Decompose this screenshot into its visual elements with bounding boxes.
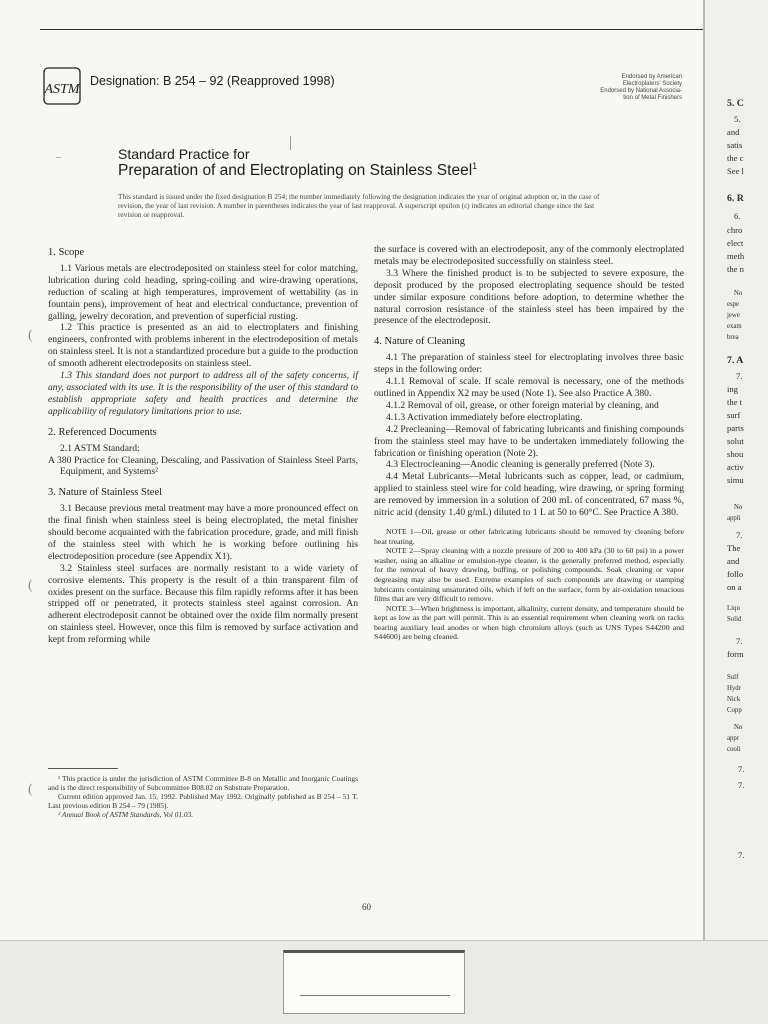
- paragraph-1-1: 1.1 Various metals are electrodeposited on stainless steel for color matching, lubrication during cold heading, spring-coiling and wire-drawing operations, reduction of scaling at high temperatures, improvement of wettability (as in fountain pens), improvement of heat and electrical conductance, prevention of galling, jewelry decoration, and prevention of superficial rusting.: [48, 262, 358, 322]
- right-column: [374, 244, 684, 642]
- astm-logo-icon: [42, 66, 82, 106]
- next-page-fragment: the t: [727, 397, 743, 407]
- next-page-fragment: 7.: [736, 636, 743, 646]
- note-2: NOTE 2—Spray cleaning with a nozzle pressure of 200 to 400 kPa (30 to 60 psi) in a power washer, using an alkaline or emulsion-type cleaner, is the generally preferred method, especially for the removal of heavy drawing, buffing, or polishing compounds. Soak cleaning or vapor degreasing may also be used. Extreme examples of such compounds are drawing or stamping lubricants containing unsaturated oils, which if left on the surface, form by air-oxidation tenacious films that are very difficult to remove.: [374, 546, 684, 604]
- next-page-fragment: meth: [727, 251, 745, 261]
- paragraph-1-3: 1.3 This standard does not purport to address all of the safety concerns, if any, associated with its use. It is the responsibility of the user of this standard to establish appropriate safety and health practices and determine the applicability of regulatory limitations prior to use.: [48, 370, 358, 417]
- next-page-fragment: 7. A: [727, 355, 744, 366]
- next-page-fragment: simu: [727, 475, 744, 485]
- logo-text: ASTM: [44, 82, 80, 97]
- paragraph-4-1-3: 4.1.3 Activation immediately before electroplating.: [386, 411, 583, 423]
- next-page-fragment: cooli: [727, 746, 741, 753]
- next-page-fragment: espe: [727, 301, 740, 308]
- next-page-fragment: and: [727, 556, 740, 566]
- title-line-1: Standard Practice for: [118, 146, 250, 162]
- next-page-fragment: 6.: [734, 211, 741, 221]
- endorsement-line: Endorsed by National Associa-: [600, 88, 682, 94]
- next-page-fragment: Sulf: [727, 674, 739, 681]
- next-page-fragment: No: [734, 290, 743, 297]
- note-1: NOTE 1—Oil, grease or other fabricating lubricants should be removed by cleaning before heat treating.: [374, 526, 684, 546]
- title-footnote-mark: 1: [472, 161, 478, 171]
- scan-bottom-tab-line: [300, 995, 450, 996]
- page-fold-edge: [703, 0, 705, 940]
- next-page-fragment: 6. R: [727, 193, 744, 204]
- footnotes: [48, 774, 358, 819]
- next-page-fragment: 7.: [736, 530, 743, 540]
- margin-bracket: (: [28, 782, 33, 797]
- endorsement-block: [560, 74, 682, 102]
- next-page-fragment: parts: [727, 423, 744, 433]
- left-column: [48, 247, 358, 646]
- next-page-fragment: ing: [727, 384, 738, 394]
- next-page-fragment: brea: [727, 334, 739, 341]
- page-title: [118, 161, 477, 180]
- next-page-fragment: 7.: [738, 850, 745, 860]
- next-page-fragment: 5. C: [727, 98, 744, 109]
- next-page-fragment: Solid: [727, 616, 742, 623]
- section-heading-referenced-documents: 2. Referenced Documents: [48, 426, 157, 438]
- footnote-2: ² Annual Book of ASTM Standards, Vol 01.03.: [58, 810, 194, 819]
- next-page-fragment: surf: [727, 410, 741, 420]
- next-page-fragment: and: [727, 127, 740, 137]
- paragraph-4-3: 4.3 Electrocleaning—Anodic cleaning is generally preferred (Note 3).: [386, 459, 655, 471]
- paragraph-3-2-continued: the surface is covered with an electrodeposit, any of the commonly electroplated metals may be electrodeposited successfully on stainless steel.: [374, 244, 684, 267]
- next-page-fragment: elect: [727, 238, 744, 248]
- reference-a380: A 380 Practice for Cleaning, Descaling, and Passivation of Stainless Steel Parts, Equipment, and Systems²: [48, 454, 358, 478]
- top-rule: [40, 29, 705, 30]
- next-page-fragment: Hydr: [727, 685, 741, 692]
- next-page-fragment: 5.: [734, 114, 741, 124]
- next-page-fragment: No: [734, 724, 743, 731]
- next-page-fragment: the c: [727, 153, 744, 163]
- next-page-fragment: appr: [727, 735, 740, 742]
- next-page-fragment: form: [727, 649, 744, 659]
- paragraph-3-3: 3.3 Where the finished product is to be subjected to severe exposure, the deposit produced by the proposed electroplating sequence should be tested under similar exposure conditions before adoption, to determine whether the natural corrosion resistance of the stainless steel has been impaired by the presence of the electrodeposit.: [374, 267, 684, 327]
- footnote-1-edition: Current edition approved Jan. 15, 1992. Published May 1992. Originally published as B 254 – 51 T. Last previous edition B 254 – 79 (1985).: [48, 792, 358, 810]
- section-heading-nature-of-cleaning: 4. Nature of Cleaning: [374, 336, 465, 348]
- footnote-1: ¹ This practice is under the jurisdiction of ASTM Committee B-8 on Metallic and Inorganic Coatings and is the direct responsibility of Subcommittee B08.02 on Substrate Preparation.: [48, 774, 358, 792]
- next-page-fragment: shou: [727, 449, 744, 459]
- margin-dash: –: [56, 152, 61, 163]
- margin-bracket: (: [28, 328, 33, 343]
- next-page-fragment: Copp: [727, 707, 742, 714]
- paragraph-4-4: 4.4 Metal Lubricants—Metal lubricants such as copper, lead, or cadmium, applied to stainless steel wire for cold heading, wire drawing, or spring forming are removed by immersion in a solution of 200 mL of concentrated, 67 mass %, nitric acid (density 1.40 g/mL) diluted to 1 L at 50 to 60°C. See Practice A 380.: [374, 471, 684, 519]
- note-3: NOTE 3—When brightness is important, alkalinity, current density, and temperature should be kept as low as the part will permit. This is an essential requirement when cleaning work on racks bearing auxiliary lead anodes or when high chromium alloys (such as UNS Types S44200 and S44600) are being cleaned.: [374, 603, 684, 642]
- next-page-fragment: exam: [727, 323, 742, 330]
- next-page-fragment: the n: [727, 264, 744, 274]
- endorsement-line: tion of Metal Finishers: [623, 95, 682, 101]
- paragraph-2-1: 2.1 ASTM Standard:: [60, 442, 140, 454]
- page-number: 60: [362, 902, 371, 912]
- next-page-fragment: Liqu: [727, 605, 740, 612]
- margin-tick: [290, 136, 291, 150]
- paragraph-4-1-1: 4.1.1 Removal of scale. If scale removal is necessary, one of the methods outlined in Appendix X2 may be used (Note 1). See also Practice A 380.: [374, 376, 684, 399]
- next-page-fragment: solut: [727, 436, 744, 446]
- section-heading-nature-of-stainless-steel: 3. Nature of Stainless Steel: [48, 487, 163, 499]
- next-page-fragment: appli: [727, 515, 741, 522]
- margin-bracket: (: [28, 578, 33, 593]
- endorsement-line: Endorsed by American: [621, 74, 682, 80]
- paragraph-4-1: 4.1 The preparation of stainless steel for electroplating involves three basic steps in the following order:: [374, 352, 684, 376]
- scan-bottom-tab: [283, 950, 465, 1014]
- next-page-fragment: chro: [727, 225, 743, 235]
- title-line-2: Preparation of and Electroplating on Stainless Steel: [118, 162, 473, 180]
- paragraph-4-1-2: 4.1.2 Removal of oil, grease, or other foreign material by cleaning, and: [386, 399, 659, 411]
- next-page-fragment: on a: [727, 582, 742, 592]
- footnote-rule: [48, 768, 118, 769]
- next-page-fragment: follo: [727, 569, 744, 579]
- section-heading-scope: 1. Scope: [48, 247, 85, 258]
- next-page-fragment: The: [727, 543, 741, 553]
- paragraph-1-2: 1.2 This practice is presented as an aid to electroplaters and finishing engineers, confronted with problems inherent in the electrodeposition of metals on stainless steel. It is not a standardized procedure but a guide to the production of smooth adherent electrodeposits on stainless steel.: [48, 322, 358, 370]
- next-page-fragment: See l: [727, 166, 744, 176]
- paragraph-3-1: 3.1 Because previous metal treatment may have a more pronounced effect on the final finish when stainless steel is being electroplated, the metal finisher should become acquainted with the fabrication procedure, grade, and mill finish of the stainless steel with which he is working before outlining his electrodeposition procedure (see Appendix X1).: [48, 503, 358, 562]
- endorsement-line: Electroplaters' Society: [622, 81, 682, 87]
- next-page-fragment: 7.: [736, 371, 743, 381]
- next-page-fragment: jewe: [727, 312, 740, 319]
- designation: Designation: B 254 – 92 (Reapproved 1998): [90, 74, 335, 88]
- title-note: This standard is issued under the fixed designation B 254; the number immediately following the designation indicates the year of original adoption or, in the case of revision, the year of last revision. A number in parentheses indicates the year of last reapproval. A superscript epsilon (ε) indicates an editorial change since the last revision or reapproval.: [118, 192, 600, 219]
- next-page-fragment: No: [734, 504, 743, 511]
- paragraph-3-2: 3.2 Stainless steel surfaces are normally resistant to a wide variety of corrosive elements. This property is the result of a thin transparent film of oxides present on the surface. Because this film rapidly reforms after it has been stripped off or penetrated, it protects stainless steel against corrosion. An adherent electrodeposit cannot be obtained over the oxide film normally present on stainless steel. However, once this film is removed by surface activation and kept from reforming while: [48, 562, 358, 646]
- paragraph-4-2: 4.2 Precleaning—Removal of fabricating lubricants and finishing compounds from the stainless steel may have to be undertaken immediately following the fabrication or finishing operation (Note 2).: [374, 423, 684, 459]
- next-page-fragment: Nick: [727, 696, 741, 703]
- next-page-fragment: 7.: [738, 764, 745, 774]
- next-page-fragment: activ: [727, 462, 744, 472]
- next-page-fragment: 7.: [738, 780, 745, 790]
- next-page-fragment: satis: [727, 140, 743, 150]
